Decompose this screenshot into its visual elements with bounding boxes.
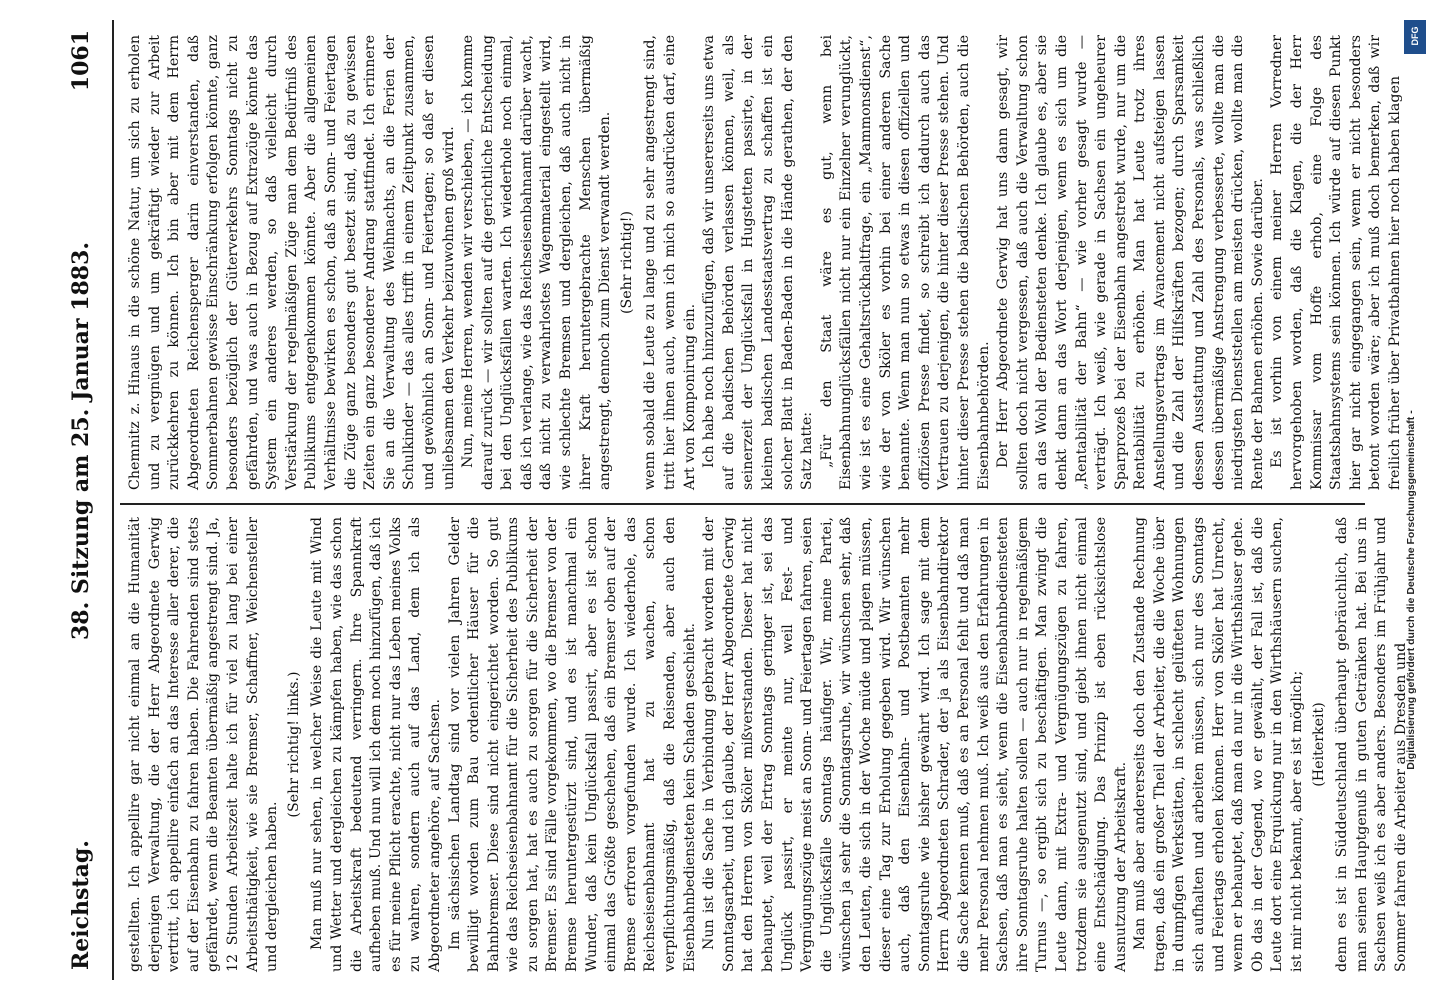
header-page-number: 1061	[68, 30, 94, 92]
paragraph: Der Herr Abgeordnete Gerwig hat uns dann gesagt, wir sollten doch nicht vergessen, daß auch die Verwaltung schon an das Wohl der Bediensteten denke. Ich glaube es, aber sie denkt dann an das Wort derjenigen, wenn es sich um die „Rentabilität der Bahn“ — wie vorher gesagt wurde — verträgt. Ich weiß, wie gerade in Sachsen ein ungeheurer Sparprozeß bei der Eisenbahn angestrebt wurde, nur um die Rentabilität zu erhöhen. Man hat Leute trotz ihres Anstellungsvertrags im Avancement nicht aufsteigen lassen und die Zahl der Hilfskräften bezogen; durch Sparsamkeit dessen Ausstattung und Zahl des Personals, was schließlich dessen übermäßige Anstrengung verbesserte, wollte man die niedrigsten Dienststellen am meisten drücken, wollte man die Rente der Bahnen erhöhen. Sowie darüber.	[995, 35, 1266, 490]
dfg-logo-text: DFG	[1410, 26, 1420, 46]
paragraph: denn es ist in Süddeutschland überhaupt gebräuchlich, daß man seinen Hauptgenuß in guten Getränken hat. Bei uns in Sachsen weiß ich es aber anders. Besonders im Frühjahr und Sommer fahren die Arbeiter aus Dresden und	[1334, 517, 1409, 972]
interjection: (Heiterkeit)	[1310, 702, 1327, 787]
paragraph: gestellten. Ich appellire gar nicht einmal an die Humanität derjenigen Verwaltung, die der Herr Abgeordnete Gerwig vertritt, ich appellire einfach an das Interesse aller derer, die auf der Eisenbahn zu fahren haben. Die Fahrenden sind stets gefährdet, wenn die Beamten übermäßig angestrengt sind. Ja, 12 Stunden Arbeitszeit halte ich für viel zu lang bei einer Arbeitsthätigkeit, wie sie Bremser, Schaffner, Weichensteller und dergleichen haben.	[127, 517, 281, 972]
header-left-title: Reichstag.	[68, 840, 94, 970]
funding-notice-text: Digitalisierung gefördert durch die Deutsche Forschungsgemeinschaft -	[1405, 410, 1417, 770]
paragraph: Im sächsischen Landtag sind vor vielen Jahren Gelder bewilligt worden zum Bau ordentlicher Häuser für die Bahnbremser. Diese sind nicht eingerichtet worden. So gut wie das Reichseisenbahnamt für die Sicherheit des Publikums zu sorgen hat, hat es auch zu sorgen für die Sicherheit der Bremser. Es sind Fälle vorgekommen, wo die Bremser von der Bremse heruntergestürzt sind, und es ist manchmal ein Wunder, daß kein Unglücksfall passirt, aber es ist schon einmal das Größte geschehen, daß ein Bremser oben auf der Bremse erfroren vorgefunden wurde. Ich wiederhole, das Reichseisenbahnamt hat zu wachen, schon verpflichtungsmäßig, daß die Reisenden, aber auch den Eisenbahnbediensteten kein Schaden geschieht.	[446, 517, 698, 972]
right-column	[126, 35, 1403, 490]
interjection: (Sehr richtig! links.)	[285, 671, 302, 818]
page-header	[60, 20, 114, 980]
header-session-date: 38. Sitzung am 25. Januar 1883.	[68, 241, 94, 640]
paragraph: Man muß nur sehen, in welcher Weise die Leute mit Wind und Wetter und dergleichen zu kämpfen haben, wie das schon die Arbeitskraft bedeutend verringern. Ihre Spannkraft aufheben muß. Und nun will ich dem noch hinzufügen, daß ich es für meine Pflicht erachte, nicht nur das Leben meines Volks zu wahren, sondern auch auf das Land, dem ich als Abgeordneter angehöre, auf Sachsen.	[309, 517, 443, 972]
paragraph: Es ist vorhin von einem meiner Herren Vorredner hervorgehoben worden, daß die Klagen, die der Herr Kommissar vom Hoffe erhob, eine Folge des Staatsbahnsystems sein können. Ich würde auf diesen Punkt hier gar nicht eingegangen sein, wenn er nicht besonders betont worden wäre; aber ich muß doch bemerken, daß wir freilich früher über Privatbahnen hier noch haben klagen	[1269, 35, 1403, 490]
paragraph: Chemnitz z. Hinaus in die schöne Natur, um sich zu erholen und zu vergnügen und um gekräftigt wieder zur Arbeit zurückkehren zu können. Ich bin aber mit dem Herrn Abgeordneten Reichensperger darin einverstanden, daß Sommerbahnen gewisse Einschränkung erfolgen könnte, ganz besonders bezüglich der Güterverkehrs Sonntags nicht zu gefährden, und was auch in Bezug auf Extrazüge könnte das System ein anderes werden, so daß vielleicht durch Verstärkung der regelmäßigen Züge man dem Bedürfniß des Publikums entgegenkommen könnte. Aber die allgemeinen Verhältnisse bewirken es schon, daß an Sonn- und Feiertagen die Züge ganz besonders gut besetzt sind, daß zu gewissen Zeiten ein ganz besonderer Andrang stattfindet. Ich erinnere Sie an die Verwaltung des Weihnachts, an die Ferien der Schulkinder — das alles trifft in einem Zeitpunkt zusammen, und gewöhnlich an Sonn- und Feiertagen; so daß er diesen unliebsamen den Verkehr beizuwohnen groß wird.	[127, 35, 457, 490]
dfg-logo	[1404, 20, 1426, 54]
left-column	[126, 517, 1409, 972]
paragraph: Man muß aber andererseits doch den Zustande Rechnung tragen, daß ein großer Theil der Arbeiter, die die Woche über in dumpfigen Werkstätten, in schlecht gelüfteten Wohnungen sich aufhalten und arbeiten müssen, sich nur des Sonntags und Feiertags erholen können. Herr von Sköler hat Unrecht, wenn er behauptet, daß man da nur in die Wirthshäuser gehe. Ob das in der Gegend, wo er gewählt, der Fall ist, daß die Leute dort eine Erquickung nur in den Wirthshäusern suchen, ist mir nicht bekannt, aber es ist möglich;	[1132, 517, 1306, 972]
interjection: (Sehr richtig!)	[618, 210, 635, 315]
paragraph: „Für den Staat wäre es gut, wenn bei Eisenbahnunglücksfällen nicht nur ein Einzelner verunglückt, wie ist es eine Gehaltsrückhaltfrage, ein „Mammonsdienst“, wie der von Sköler es vorhin bei einer anderen Sache benannte. Wenn man nun so etwas in diesen offiziellen und offiziösen Presse findet, so schreibt ich dadurch auch das Vertrauen zu derjenigen, die hinter dieser Presse stehen. Und hinter dieser Presse stehen die badischen Behörden, auch die Eisenbahnbehörden.	[818, 35, 992, 490]
paragraph: Ich habe noch hinzuzufügen, daß wir unsererseits uns etwa auf die badischen Behörden verlassen können, weil, als seinerzeit der Unglücksfall in Hugstetten passirte, in der kleinen badischen Landesstaatsvertrag zu schaffen ist ein solcher Blatt in Baden-Baden in die Hände gerathen, der den Satz hatte:	[701, 35, 816, 490]
column-divider	[120, 503, 1365, 505]
paragraph: Nun, meine Herren, wenden wir verschieben, — ich komme darauf zurück — wir sollten auf die gerichtliche Entscheidung bei den Unglücksfällen warten. Ich wiederhole noch einmal, daß ich verlange, wie das Reichseisenbahnamt darüber wacht, daß nicht zu verwahrlostes Wagenmaterial eingestellt wird, wie schlechte Bremsen und dergleichen, daß auch nicht in ihrer Kraft heruntergebrachte Menschen übermäßig angestrengt, dennoch zum Dienst verwandt werden.	[460, 35, 614, 490]
funding-notice	[1405, 410, 1425, 770]
paragraph: Nun ist die Sache in Verbindung gebracht worden mit der Sonntagsarbeit, und ich glaube, der Herr Abgeordnete Gerwig hat den Herren von Sköler mißverstanden. Dieser hat nicht behauptet, weil der Ertrag Sonntags geringer ist, sei das Unglück passirt, er meinte nur, weil Fest- und Vergnügungszüge meist an Sonn- und Feiertagen fahren, seien die Unglücksfälle Sonntags häufiger. Wir, meine Partei, wünschen ja sehr die Sonntagsruhe, wir wünschen sehr, daß den Leuten, die sich in der Woche müde und plagen müssen, dieser eine Tag zur Erholung gegeben wird. Wir wünschen auch, daß den Eisenbahn- und Postbeamten mehr Sonntagsruhe wie bisher gewährt wird. Ich sage mit dem Herrn Abgeordneten Schrader, der ja als Eisenbahndirektor die Sache kennen muß, daß es an Personal fehlt und daß man mehr Personal nehmen muß. Ich weiß aus den Erfahrungen in Sachsen, daß man es sieht, wenn die Eisenbahnbediensteten ihre Sonntagsruhe halten sollen — auch nur in regelmäßigem Turnus —, so ergibt sich zu beschäftigen. Man zwingt die Leute dann, mit Extra- und Vergnügungszügen zu fahren, trotzdem sie ausgenutzt sind, und giebt ihnen nicht einmal eine Entschädigung. Das Prinzip ist eben rücksichtslose Ausnutzung der Arbeitskraft.	[701, 517, 1129, 972]
paragraph: wenn sobald die Leute zu lange und zu sehr angestrengt sind, tritt hier ihnen auch, wenn ich mich so ausdrücken darf, eine Art von Komponirung ein.	[642, 35, 698, 490]
scanned-page	[60, 20, 1409, 980]
